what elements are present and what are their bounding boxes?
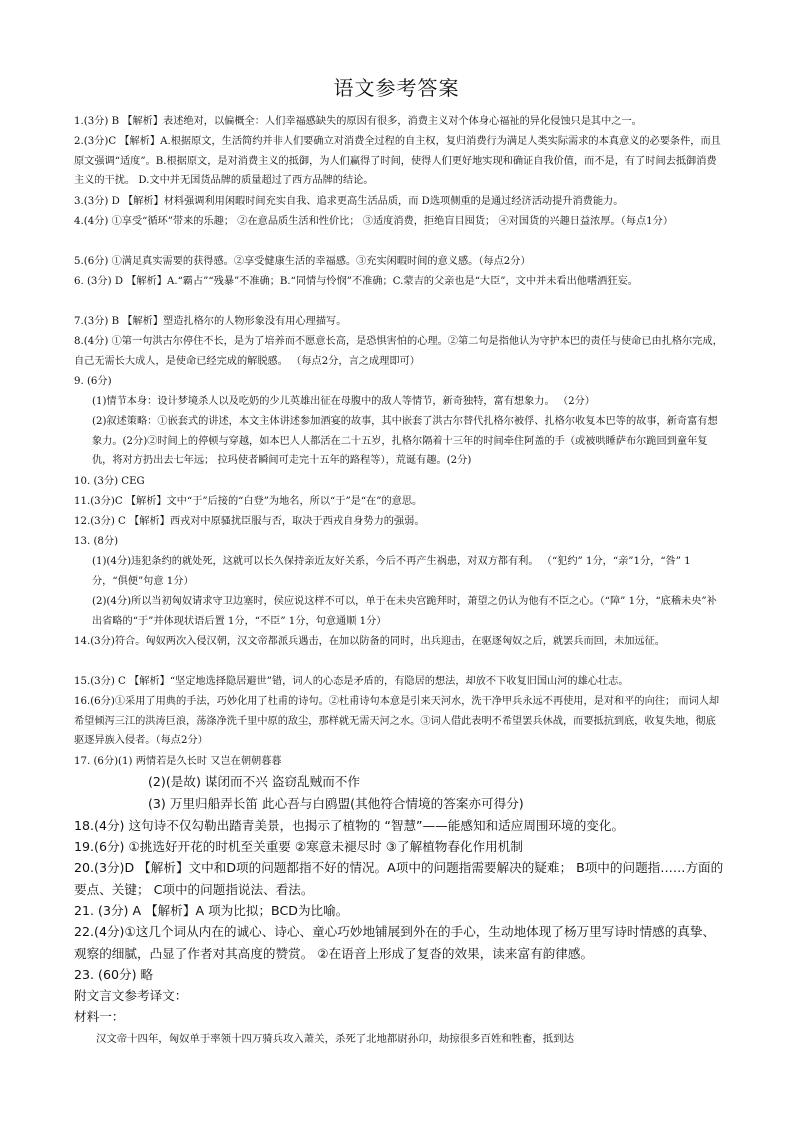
answer-q2: 2.(3分)C 【解析】A.根据原文，生活简约并非人们要确立对消费全过程的自主权，复归消费行为满足人类实际需求的本真意义的必要条件，而且原文强调“适度”。B.根据原文，是对消费主义的抵御，为人们赢得了时间，使得人们更好地实现和确证自我价值，而不是，有了时间去抵御消费主义的干扰。 D.文中并无国货品牌的质量超过了西方品牌的结论。 [74, 136, 721, 187]
answer-q7: 7.(3分) B 【解析】塑造扎格尔的人物形象没有用心理描写。 [74, 316, 347, 327]
answer-q13-part1: (1)(4分)违犯条约的就处死，这就可以长久保持亲近友好关系，今后不再产生祸患，对双方都有利。 （“犯约” 1分，“亲”1分，“咎” 1分，“俱便”句意 1分） [92, 556, 691, 587]
answer-q16: 16.(6分)①采用了用典的手法，巧妙化用了杜甫的诗句。②杜甫诗句本意是引来天河水，洗干净甲兵永远不再使用，是对和平的向往； 而词人却希望倾泻三江的洪涛巨浪，荡涤净洗千里中原的敌尘，那样就无需天河之水。③词人借此表明不希望罢兵休战，而要抵抗到底，收复失地，彻底驱逐异族入侵者。（每点2分） [74, 696, 720, 747]
answer-q5: 5.(6分) ①满足真实需要的获得感。②享受健康生活的幸福感。③充实闲暇时间的意义感。（每点2分） [74, 256, 531, 267]
answer-q21: 21. (3分) A 【解析】A 项为比拟；BCD为比喻。 [74, 903, 349, 918]
answer-q11: 11.(3分)C 【解析】文中“于”后接的“白登”为地名，所以“于”是“在”的意思。 [74, 496, 423, 507]
page-title: 语文参考答案 [333, 76, 460, 100]
answer-q19: 19.(6分) ①挑选好开花的时机至关重要 ②寒意未褪尽时 ③了解植物春化作用机制 [74, 839, 523, 854]
answer-q3: 3.(3分) D 【解析】材料强调利用闲暇时间充实自我、追求更高生活品质，而 D选项侧重的是通过经济活动提升消费能力。 [74, 196, 624, 207]
answer-q10: 10. (3分) CEG [74, 476, 145, 487]
appendix-heading: 附文言文参考译文： [74, 988, 188, 1003]
answer-q20: 20.(3分)D 【解析】文中和D项的问题都指不好的情况。A项中的问题指需要解决的疑难； B项中的问题指……方面的要点、关键； C项中的问题指说法、看法。 [74, 860, 724, 897]
answer-q13-part2: (2)(4分)所以当初匈奴请求守卫边塞时，侯应说这样不可以，单于在未央宫跪拜时，萧望之仍认为他有不臣之心。（“障” 1分，“底稽未央”补出省略的“于”并体现状语后置 1分，“不臣” 1分，句意通顺 1分） [92, 596, 717, 627]
answer-q13: 13. (8分) [74, 536, 119, 547]
answer-q17-part2: (2)(是故) 谋闭而不兴 盗窃乱贼而不作 [148, 774, 360, 789]
translation-paragraph: 汉文帝十四年，匈奴单于率领十四万骑兵攻入萧关，杀死了北地都尉孙卬，劫掠很多百姓和牲畜，抵到达 [96, 1033, 574, 1045]
answer-q23: 23. (60分) 略 [74, 967, 154, 982]
answer-q4: 4.(4分) ①享受“循环”带来的乐趣； ②在意品质生活和性价比； ③适度消费，拒绝盲目囤货； ④对国货的兴趣日益浓厚。（每点1分） [74, 216, 674, 227]
answer-q22: 22.(4分)①这几个词从内在的诚心、诗心、童心巧妙地铺展到外在的手心，生动地体现了杨万里写诗时情感的真挚、观察的细腻，凸显了作者对其高度的赞赏。 ②在语音上形成了复沓的效果，读来富有韵律感。 [74, 924, 716, 961]
answer-q9-part2: (2)叙述策略：①嵌套式的讲述，本文主体讲述参加酒宴的故事，其中嵌套了洪古尔替代扎格尔被俘、扎格尔收复本巴等的故事，新奇富有想象力。(2分)②时间上的停顿与穿越，如本巴人人都活在二十五岁，扎格尔隔着十三年的时间牵住阿盖的手（或被哄睡萨布尔跪回到童年复仇，将对方扔出去七年远； 拉玛使者瞬间可走完十五年的路程等），荒诞有趣。(2分) [92, 416, 718, 467]
answer-q9-part1: (1)情节本身：设计梦境杀人以及吃奶的少儿英雄出征在母腹中的敌人等情节，新奇独特，富有想象力。 （2分） [92, 396, 595, 407]
answer-q9: 9. (6分) [74, 376, 112, 387]
answer-q17-part1: 17. (6分)(1) 两情若是久长时 又岂在朝朝暮暮 [74, 756, 282, 767]
answer-q1: 1.(3分) B 【解析】表述绝对，以偏概全：人们幸福感缺失的原因有很多，消费主义对个体身心福祉的异化侵蚀只是其中之一。 [74, 116, 642, 127]
answer-q6: 6. (3分) D 【解析】A.“霸占”“残暴”不准确；B.“同情与怜悯”不准确；C.蒙吉的父亲也是“大臣”，文中并未看出他嗜酒狂妄。 [74, 276, 638, 287]
answer-q14: 14.(3分)符合。匈奴两次入侵汉朝，汉文帝都派兵遇击，在加以防备的同时，出兵迎击，在驱逐匈奴之后，就罢兵而回，未加远征。 [74, 636, 665, 647]
answer-q18: 18.(4分) 这句诗不仅勾勒出踏青美景，也揭示了植物的 “智慧”——能感知和适应周围环境的变化。 [74, 818, 625, 833]
answer-q12: 12.(3分) C 【解析】西戎对中原骚扰臣服与否，取决于西戎自身势力的强弱。 [74, 516, 425, 527]
answer-q8: 8.(4分) ①第一句洪古尔停住不长，是为了培养而不愿意长高，是恐惧害怕的心理。②第二句是指他认为守护本巴的责任与使命已由扎格尔完成，自己无需长大成人，是使命已经完成的解脱感。 （每点2分，言之成理即可） [74, 336, 723, 367]
answer-q15: 15.(3分) C 【解析】“坚定地选择隐居避世”错，词人的心态是矛盾的，有隐居的想法，却放不下收复旧国山河的雄心壮志。 [74, 676, 629, 687]
answer-q17-part3: (3) 万里归船弄长笛 此心吾与白鸥盟(其他符合情境的答案亦可得分) [148, 796, 524, 811]
material-heading: 材料一： [74, 1009, 125, 1024]
